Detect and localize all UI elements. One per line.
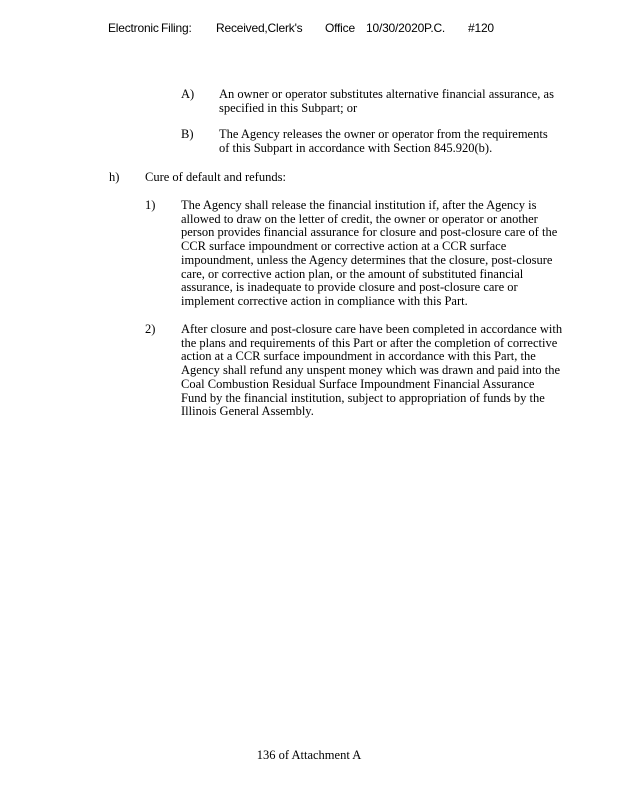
item-a-line-2: specified in this Subpart; or bbox=[219, 100, 358, 115]
item-1-text bbox=[181, 199, 557, 309]
item-1-line-5: impoundment, unless the Agency determines that the closure, post-closure bbox=[181, 252, 553, 267]
item-h-heading: Cure of default and refunds: bbox=[145, 170, 286, 184]
item-2-line-5: Coal Combustion Residual Surface Impoundment Financial Assurance bbox=[181, 376, 535, 391]
header-filing: Filing: bbox=[161, 21, 192, 35]
item-1-line-6: care, or corrective action plan, or the amount of substituted financial bbox=[181, 266, 524, 281]
header-number: #120 bbox=[468, 21, 494, 35]
item-1-label: 1) bbox=[145, 198, 156, 212]
item-a-line-1: An owner or operator substitutes alternative financial assurance, as bbox=[219, 87, 554, 101]
item-1-line-3: person provides financial assurance for closure and post-closure care of the bbox=[181, 225, 558, 240]
item-b-text bbox=[219, 128, 548, 155]
page-footer: 136 of Attachment A bbox=[256, 748, 362, 762]
item-2-label: 2) bbox=[145, 322, 156, 336]
document-header bbox=[0, 21, 618, 37]
item-2-line-7: Illinois General Assembly. bbox=[181, 404, 314, 419]
item-1-line-7: assurance, is inadequate to provide closure and post-closure care or bbox=[181, 280, 518, 295]
item-a-text bbox=[219, 88, 554, 115]
header-office: Office bbox=[325, 21, 355, 35]
header-electronic: Electronic bbox=[108, 21, 159, 35]
item-2-line-4: Agency shall refund any unspent money which was drawn and paid into the bbox=[181, 363, 561, 378]
header-date: 10/30/2020P.C. bbox=[366, 21, 446, 35]
item-1-line-8: implement corrective action in compliance with this Part. bbox=[181, 293, 468, 308]
item-2-line-2: the plans and requirements of this Part or after the completion of corrective bbox=[181, 335, 558, 350]
item-2-line-3: action at a CCR surface impoundment in accordance with this Part, the bbox=[181, 349, 536, 364]
item-2-line-1: After closure and post-closure care have been completed in accordance with bbox=[181, 322, 563, 336]
header-received: Received,Clerk's bbox=[216, 21, 303, 35]
item-2-line-6: Fund by the financial institution, subject to appropriation of funds by the bbox=[181, 390, 545, 405]
item-h-label: h) bbox=[109, 170, 120, 184]
item-1-line-4: CCR surface impoundment or corrective action at a CCR surface bbox=[181, 239, 507, 254]
item-a-label: A) bbox=[181, 87, 195, 101]
item-1-line-1: The Agency shall release the financial institution if, after the Agency is bbox=[181, 198, 537, 212]
item-b-label: B) bbox=[181, 127, 194, 141]
item-b-line-2: of this Subpart in accordance with Section 845.920(b). bbox=[219, 140, 493, 155]
item-2-text bbox=[181, 323, 562, 419]
item-b-line-1: The Agency releases the owner or operator from the requirements bbox=[219, 127, 548, 141]
item-1-line-2: allowed to draw on the letter of credit, the owner or operator or another bbox=[181, 211, 538, 226]
